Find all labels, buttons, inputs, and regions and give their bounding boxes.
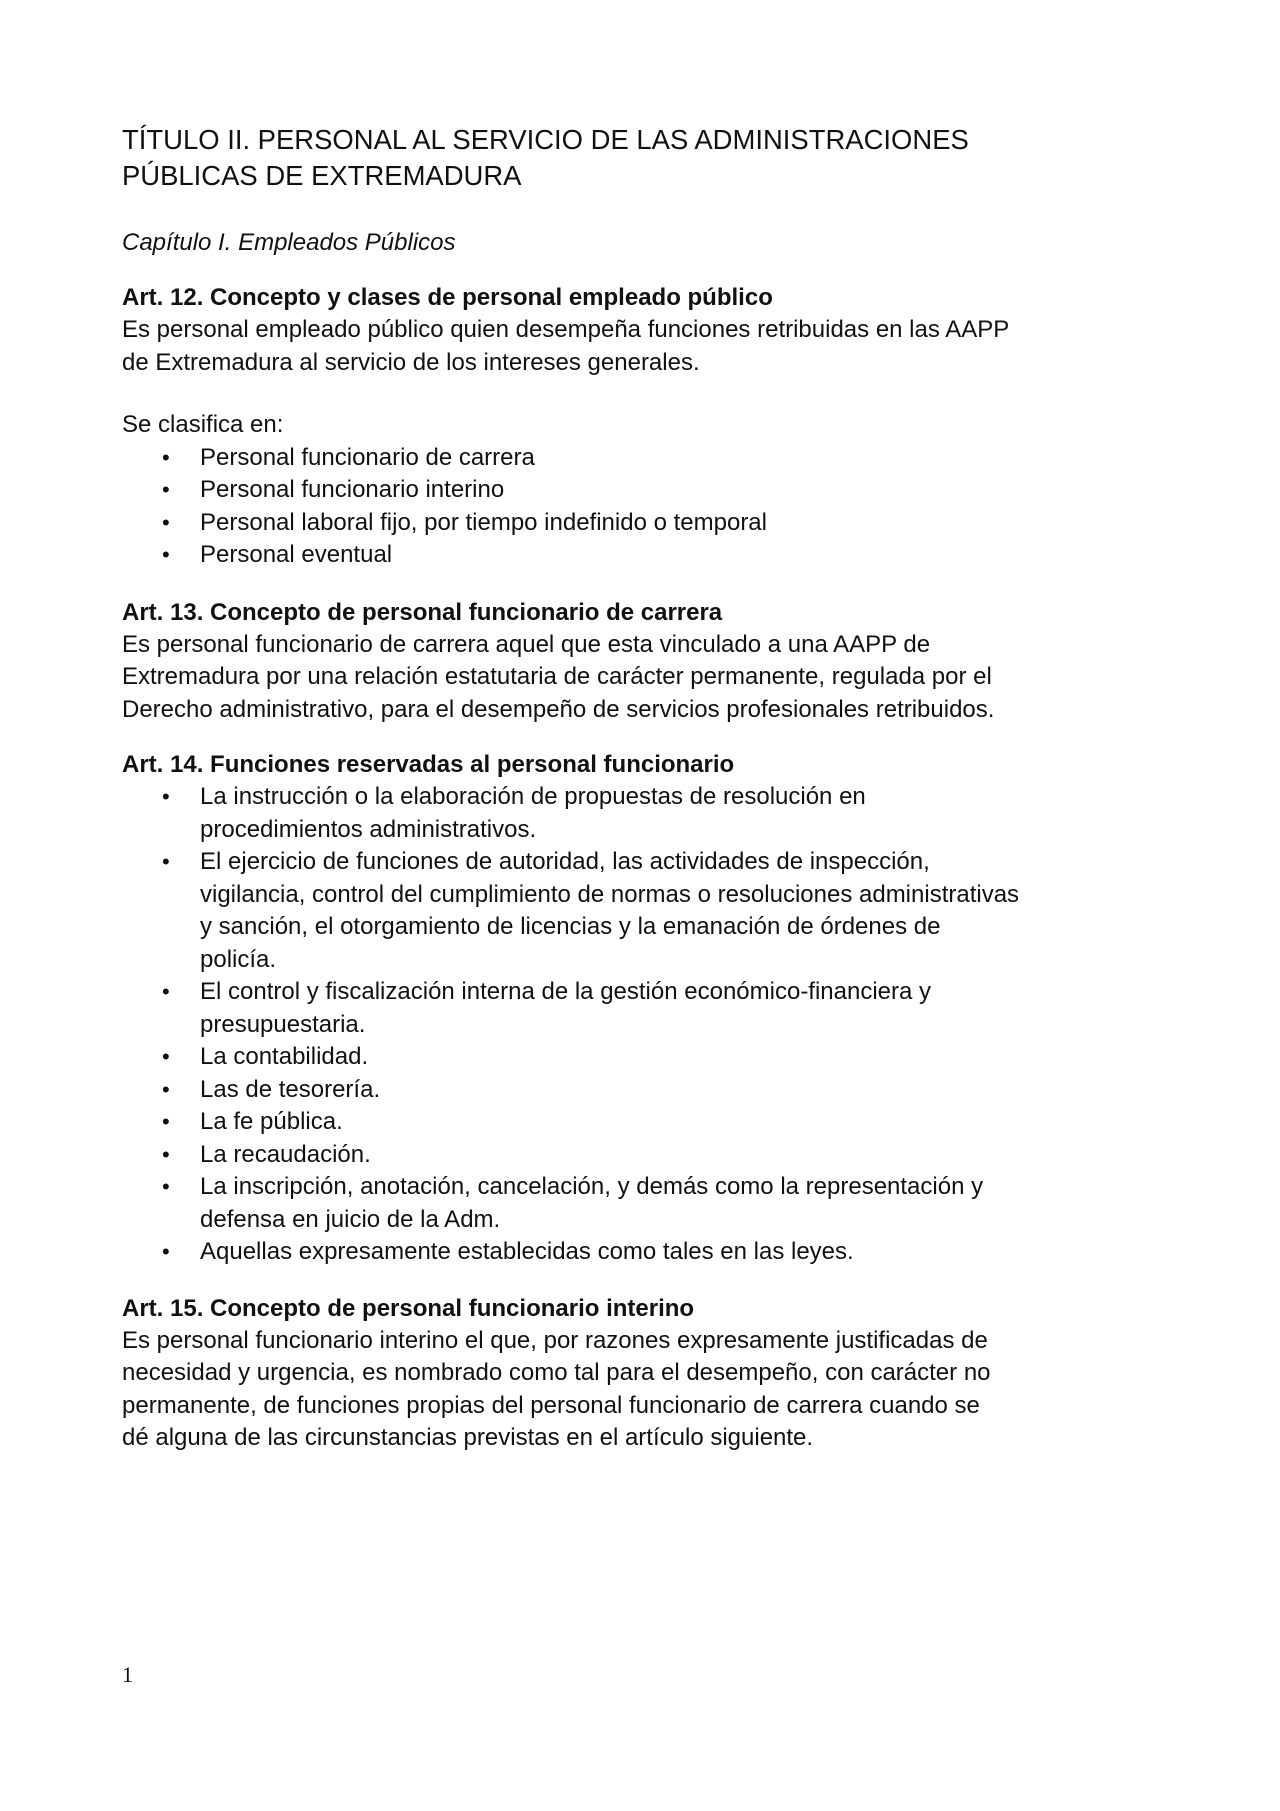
bullet-icon: • — [162, 477, 170, 502]
list-item-text: defensa en juicio de la Adm. — [200, 1205, 501, 1233]
list-item — [122, 1074, 1182, 1107]
page-content — [122, 122, 1182, 1455]
article-15 — [122, 1293, 1182, 1455]
article-paragraph — [122, 629, 1182, 727]
list-item-text: La instrucción o la elaboración de propuestas de resolución en — [200, 783, 866, 810]
title-heading — [122, 122, 1161, 194]
list-item — [122, 539, 1182, 572]
article-14 — [122, 749, 1182, 1269]
bullet-icon: • — [162, 509, 170, 535]
list-item — [122, 507, 1182, 540]
list-item-text: Personal laboral fijo, por tiempo indefinido o temporal — [200, 508, 767, 536]
list-item — [122, 474, 1182, 507]
article-12 — [122, 282, 1182, 572]
list-item-text: La contabilidad. — [200, 1043, 369, 1070]
paragraph-line: Derecho administrativo, para el desempeño de servicios profesionales retribuidos. — [122, 695, 995, 723]
list-item-text: Personal funcionario interino — [200, 476, 505, 503]
bullet-icon: • — [162, 849, 170, 874]
paragraph-line: dé alguna de las circunstancias previstas en el artículo siguiente. — [122, 1424, 814, 1451]
list-item-text: La recaudación. — [200, 1140, 371, 1168]
article-paragraph — [122, 1325, 1182, 1455]
list-item-text: presupuestaria. — [200, 1010, 366, 1038]
article-paragraph — [122, 314, 1182, 379]
classification-intro: Se clasifica en: — [122, 411, 284, 438]
list-item — [122, 1171, 1182, 1236]
list-item — [122, 442, 1182, 475]
bullet-icon: • — [162, 1044, 170, 1069]
bullet-icon: • — [162, 979, 170, 1004]
bullet-icon: • — [162, 542, 170, 567]
list-item-text: Personal eventual — [200, 541, 393, 568]
bullet-icon: • — [162, 444, 170, 470]
list-item-text: y sanción, el otorgamiento de licencias y la emanación de órdenes de — [200, 913, 941, 940]
list-item — [122, 846, 1182, 976]
list-item-text: procedimientos administrativos. — [200, 815, 537, 843]
chapter-heading: Capítulo I. Empleados Públicos — [122, 229, 456, 256]
list-item-text: Aquellas expresamente establecidas como tales en las leyes. — [200, 1238, 854, 1265]
list-item-text: policía. — [200, 945, 277, 973]
paragraph-line: Extremadura por una relación estatutaria de carácter permanente, regulada por el — [122, 663, 992, 690]
list-item — [122, 1041, 1182, 1074]
list-item-text: El ejercicio de funciones de autoridad, las actividades de inspección, — [200, 848, 930, 875]
bullet-icon: • — [162, 1141, 170, 1167]
article-heading: Art. 14. Funciones reservadas al personal funcionario — [122, 751, 735, 778]
article-13 — [122, 597, 1182, 727]
bullet-icon: • — [162, 1174, 170, 1199]
paragraph-line: de Extremadura al servicio de los intereses generales. — [122, 348, 700, 376]
article-heading: Art. 15. Concepto de personal funcionario interino — [122, 1294, 695, 1322]
list-item — [122, 1139, 1182, 1172]
list-item-text: La fe pública. — [200, 1108, 343, 1135]
list-item — [122, 781, 1182, 846]
paragraph-line: permanente, de funciones propias del personal funcionario de carrera cuando se — [122, 1391, 980, 1419]
bullet-icon: • — [162, 1109, 170, 1134]
paragraph-line: Es personal funcionario de carrera aquel que esta vinculado a una AAPP de — [122, 630, 931, 658]
paragraph-line: Es personal funcionario interino el que, por razones expresamente justificadas de — [122, 1326, 988, 1354]
list-item — [122, 976, 1182, 1041]
list-item-text: Personal funcionario de carrera — [200, 443, 535, 471]
paragraph-line: Es personal empleado público quien desempeña funciones retribuidas en las AAPP — [122, 316, 1010, 343]
article-heading: Art. 13. Concepto de personal funcionario de carrera — [122, 598, 723, 626]
title-line: TÍTULO II. PERSONAL AL SERVICIO DE LAS ADMINISTRACIONES — [122, 124, 969, 155]
title-line: PÚBLICAS DE EXTREMADURA — [122, 160, 522, 191]
page-number: 1 — [122, 1662, 133, 1687]
list-item-text: El control y fiscalización interna de la gestión económico-financiera y — [200, 978, 932, 1005]
list-item-text: La inscripción, anotación, cancelación, y demás como la representación y — [200, 1173, 984, 1200]
list-item — [122, 1106, 1182, 1139]
bullet-icon: • — [162, 784, 170, 809]
article-heading: Art. 12. Concepto y clases de personal empleado público — [122, 284, 773, 311]
list-item-text: vigilancia, control del cumplimiento de normas o resoluciones administrativas — [200, 880, 1020, 908]
list-item — [122, 1236, 1182, 1269]
bullet-icon: • — [162, 1239, 170, 1264]
bullet-icon: • — [162, 1076, 170, 1102]
classification-list — [122, 442, 1182, 572]
reserved-functions-list — [122, 781, 1182, 1269]
paragraph-line: necesidad y urgencia, es nombrado como tal para el desempeño, con carácter no — [122, 1359, 991, 1386]
list-item-text: Las de tesorería. — [200, 1075, 381, 1103]
